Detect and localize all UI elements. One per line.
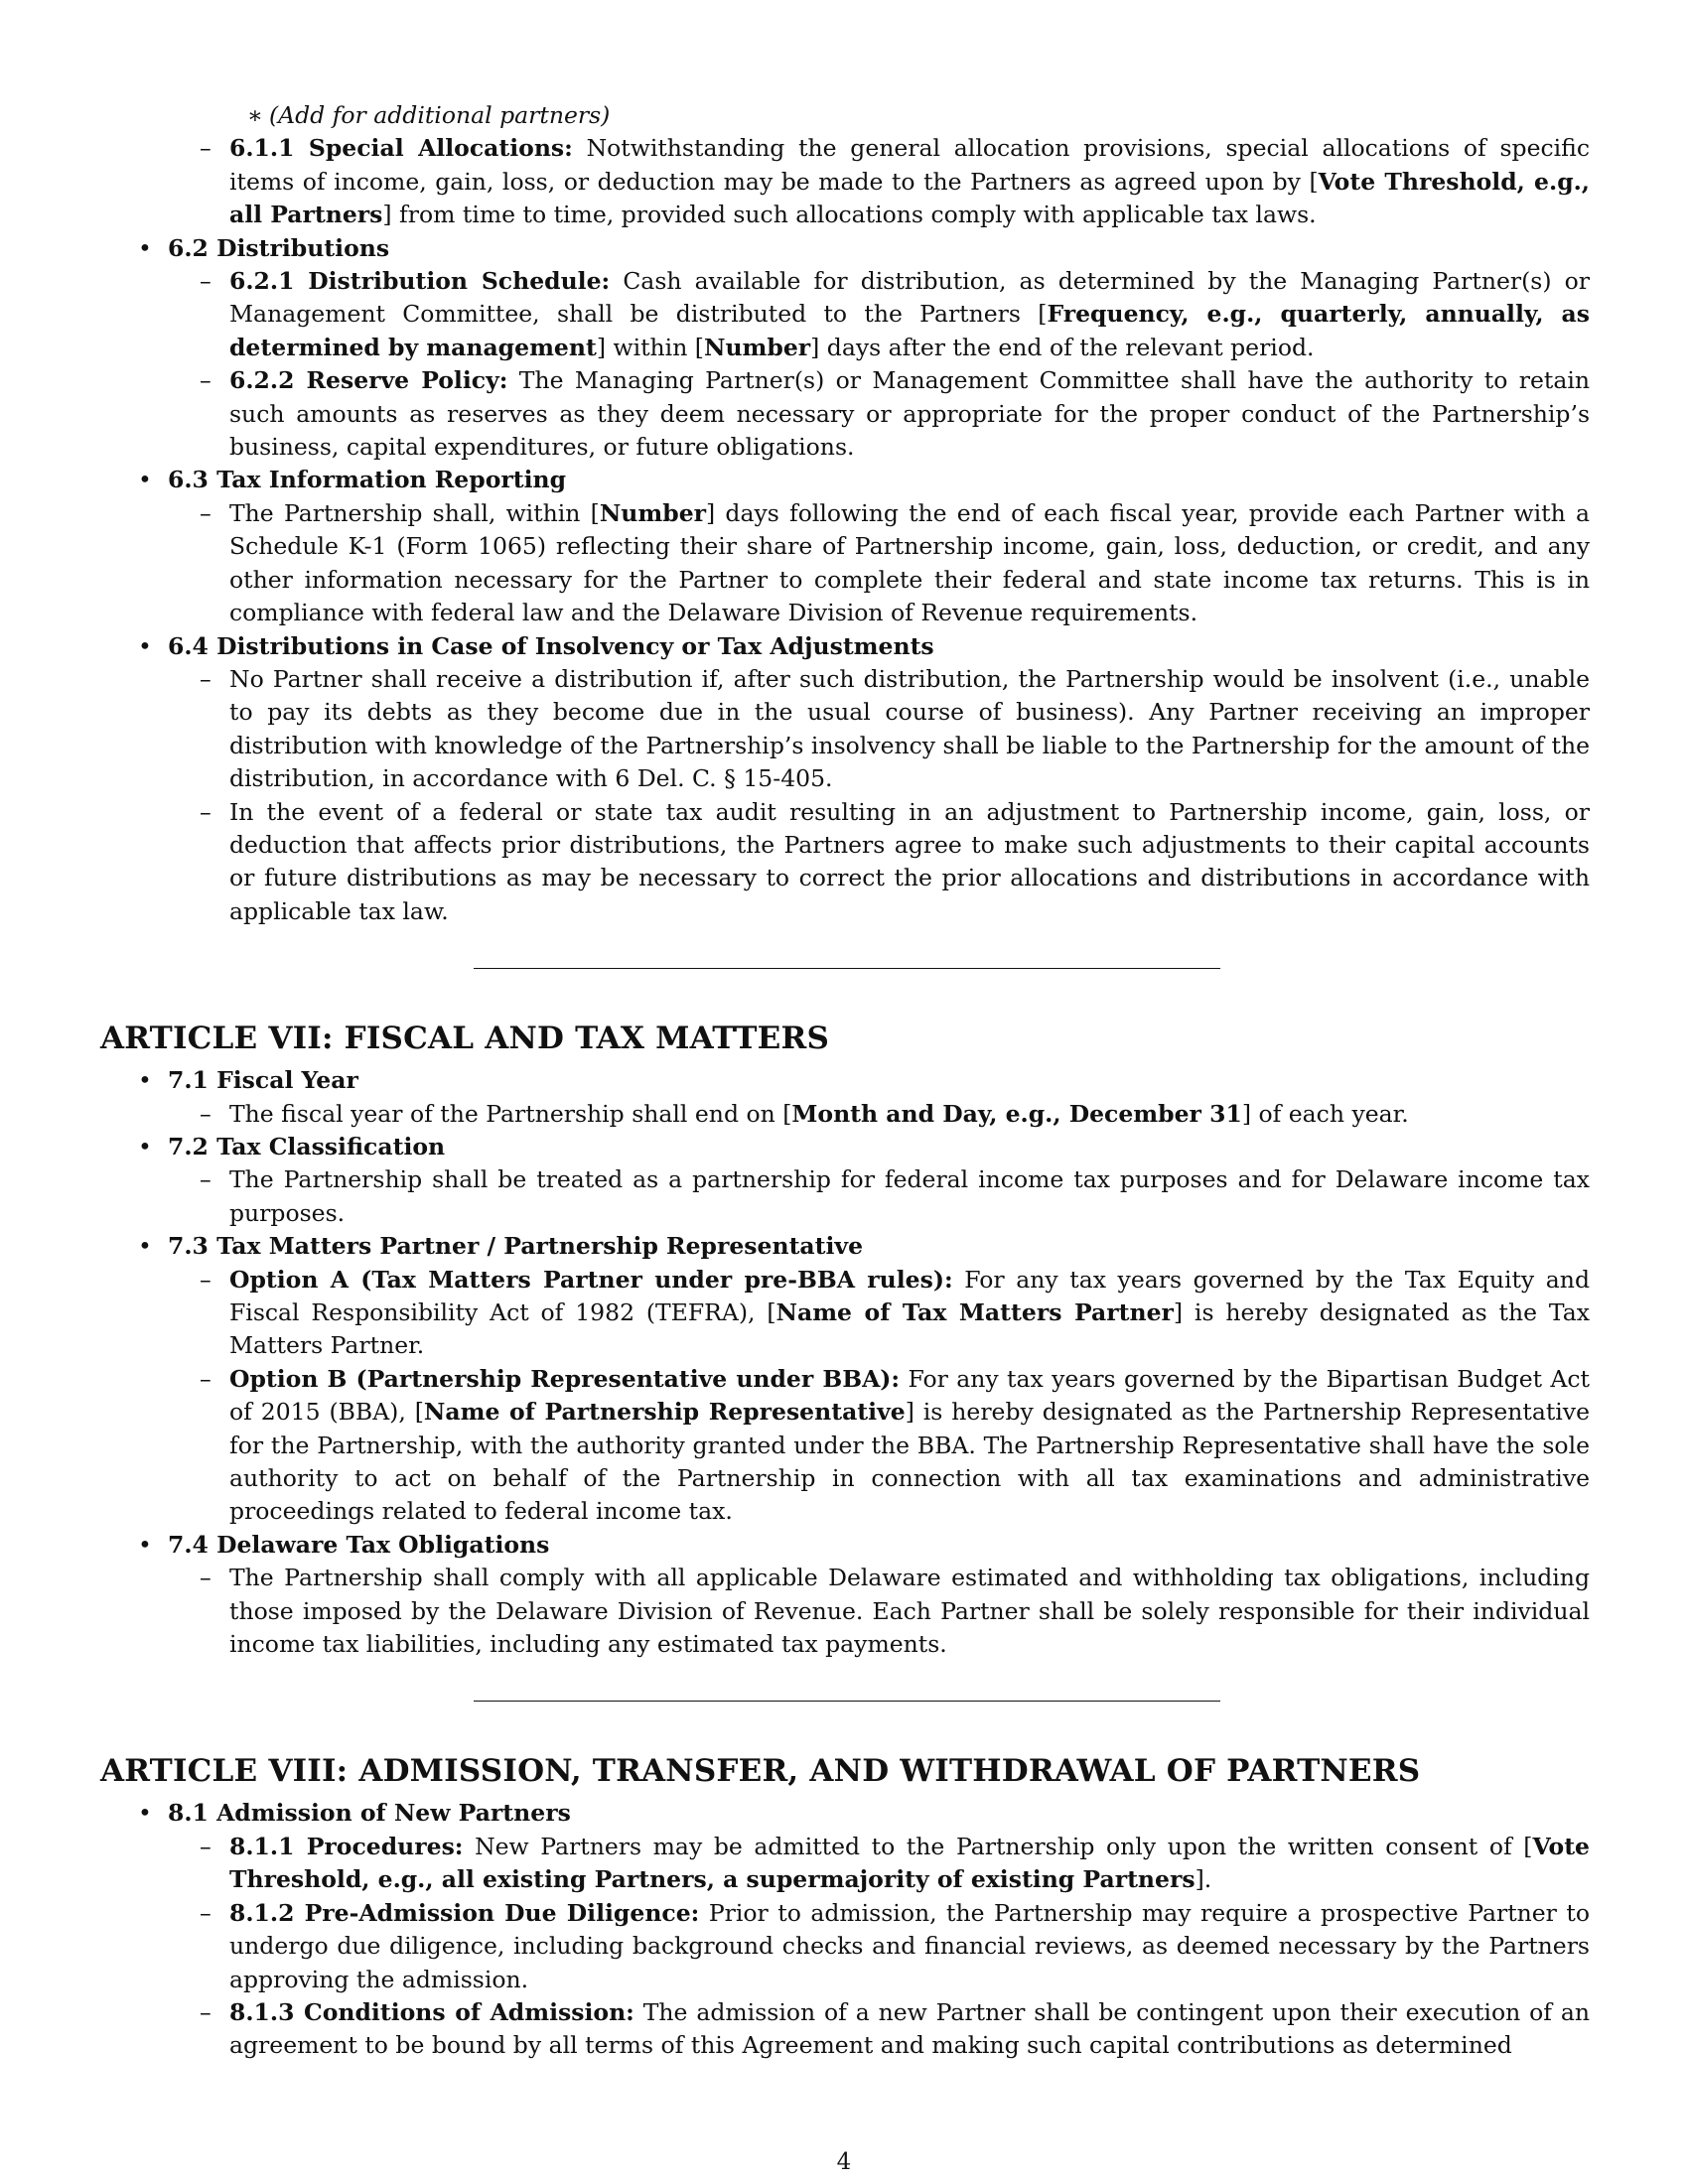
clause-heading: 6.1.1 Special Allocations: xyxy=(229,134,573,163)
section-heading: 6.3 Tax Information Reporting xyxy=(168,466,567,494)
placeholder-field: Name of Tax Matters Partner xyxy=(775,1298,1174,1326)
section-heading: 7.3 Tax Matters Partner / Partnership Representative xyxy=(168,1232,864,1261)
dash-bullet-icon: – xyxy=(200,1564,211,1592)
page-number: 4 xyxy=(836,2149,852,2175)
section-heading: 6.2 Distributions xyxy=(168,233,390,262)
dash-bullet-icon: – xyxy=(200,498,211,527)
clause-7-4: – The Partnership shall comply with all applicable Delaware estimated and withholding tax obligations, including those imposed by the Delaware Division of Revenue. Each Partner shall be solely responsible for their individual income tax liabilities, including any estimated tax payments. xyxy=(200,1564,1590,1659)
placeholder-field: Vote Threshold, e.g., all Partners xyxy=(229,167,1590,229)
dash-bullet-icon: – xyxy=(200,797,211,826)
clause-heading: 8.1.2 Pre-Admission Due Diligence: xyxy=(229,1898,700,1927)
clause-6-4-tax-audit: – In the event of a federal or state tax audit resulting in an adjustment to Partnership income, gain, loss, or deduction that affects prior distributions, the Partners agree to make such adjustments to their capital accounts or future distributions as may be necessary to correct the prior allocations and distributions in accordance with applicable tax law. xyxy=(200,797,1590,925)
placeholder-field: Name of Partnership Representative xyxy=(423,1398,906,1427)
bullet-icon: • xyxy=(138,1799,152,1828)
placeholder-field: Frequency, e.g., quarterly, annually, as determined by management xyxy=(229,300,1590,361)
article-vii-title: ARTICLE VII: FISCAL AND TAX MATTERS xyxy=(100,1021,830,1057)
dash-bullet-icon: – xyxy=(200,1364,211,1393)
bullet-icon: • xyxy=(138,1066,152,1095)
dash-bullet-icon: – xyxy=(200,1165,211,1194)
horizontal-divider xyxy=(474,968,1220,969)
placeholder-field: Month and Day, e.g., December 31 xyxy=(791,1099,1242,1128)
horizontal-divider xyxy=(474,1701,1220,1702)
asterisk-bullet-icon: ∗ xyxy=(247,101,263,129)
dash-bullet-icon: – xyxy=(200,1898,211,1927)
section-6-2 xyxy=(100,232,1590,265)
clause-7-3-option-b: – Option B (Partnership Representative under BBA): For any tax years governed by the Bipartisan Budget Act of 2015 (BBA), [Name of Partnership Representative] is hereby designated as the Partnership Representative for the Partnership, with the authority granted under the BBA. The Partnership Representative shall have the sole authority to act on behalf of the Partnership in connection with all tax examinations and administrative proceedings related to federal income tax. xyxy=(200,1364,1590,1526)
clause-7-2: – The Partnership shall be treated as a partnership for federal income tax purposes and for Delaware income tax purposes. xyxy=(200,1165,1590,1227)
section-heading: 7.4 Delaware Tax Obligations xyxy=(168,1530,550,1559)
placeholder-field: Vote Threshold, e.g., all existing Partners, a supermajority of existing Partners xyxy=(229,1832,1591,1894)
section-7-3 xyxy=(100,1230,1590,1263)
bullet-icon: • xyxy=(138,1232,152,1261)
bullet-icon: • xyxy=(138,466,152,494)
dash-bullet-icon: – xyxy=(200,664,211,693)
section-heading: 6.4 Distributions in Case of Insolvency or Tax Adjustments xyxy=(168,631,934,660)
clause-heading: 6.2.1 Distribution Schedule: xyxy=(229,267,611,296)
section-8-1 xyxy=(100,1797,1590,1830)
bullet-icon: • xyxy=(138,1132,152,1160)
list-item xyxy=(100,99,1590,132)
clause-6-4-insolvency: – No Partner shall receive a distribution if, after such distribution, the Partnership would be insolvent (i.e., unable to pay its debts as they become due in the usual course of business). Any Partner receiving an improper distribution with knowledge of the Partnership’s insolvency shall be liable to the Partnership for the amount of the distribution, in accordance with 6 Del. C. § 15-405. xyxy=(200,664,1590,793)
section-6-3 xyxy=(100,464,1590,496)
placeholder-field: Number xyxy=(599,498,707,527)
clause-8-1-2: – 8.1.2 Pre-Admission Due Diligence: Prior to admission, the Partnership may require a prospective Partner to undergo due diligence, including background checks and financial reviews, as deemed necessary by the Partners approving the admission. xyxy=(200,1898,1590,1993)
clause-6-1-1: – 6.1.1 Special Allocations: Notwithstanding the general allocation provisions, special allocations of specific items of income, gain, loss, or deduction may be made to the Partners as agreed upon by [Vote Threshold, e.g., all Partners] from time to time, provided such allocations comply with applicable tax laws. xyxy=(200,134,1590,229)
placeholder-note: (Add for additional partners) xyxy=(269,101,611,129)
section-heading: 7.2 Tax Classification xyxy=(168,1132,446,1160)
dash-bullet-icon: – xyxy=(200,1997,211,2026)
dash-bullet-icon: – xyxy=(200,1099,211,1128)
dash-bullet-icon: – xyxy=(200,267,211,296)
section-heading: 7.1 Fiscal Year xyxy=(168,1066,358,1095)
clause-heading: 6.2.2 Reserve Policy: xyxy=(229,366,508,395)
placeholder-field: Number xyxy=(703,333,811,361)
clause-7-3-option-a: – Option A (Tax Matters Partner under pre-BBA rules): For any tax years governed by the Tax Equity and Fiscal Responsibility Act of 1982 (TEFRA), [Name of Tax Matters Partner] is hereby designated as the Tax Matters Partner. xyxy=(200,1265,1590,1360)
dash-bullet-icon: – xyxy=(200,134,211,163)
clause-6-3: – The Partnership shall, within [Number] days following the end of each fiscal year, provide each Partner with a Schedule K-1 (Form 1065) reflecting their share of Partnership income, gain, loss, deduction, or credit, and any other information necessary for the Partner to complete their federal and state income tax returns. This is in compliance with federal law and the Delaware Division of Revenue requirements. xyxy=(200,498,1590,627)
section-heading: 8.1 Admission of New Partners xyxy=(168,1799,571,1828)
clause-8-1-3: – 8.1.3 Conditions of Admission: The admission of a new Partner shall be contingent upon their execution of an agreement to be bound by all terms of this Agreement and making such capital contributions as determined xyxy=(200,1997,1590,2060)
dash-bullet-icon: – xyxy=(200,1265,211,1294)
clause-heading: Option B (Partnership Representative under BBA): xyxy=(229,1364,901,1393)
section-7-4 xyxy=(100,1529,1590,1562)
clause-heading: 8.1.1 Procedures: xyxy=(229,1832,464,1860)
clause-6-2-1: – 6.2.1 Distribution Schedule: Cash available for distribution, as determined by the Managing Partner(s) or Management Committee, shall be distributed to the Partners [Frequency, e.g., quarterly, annually, as determined by management] within [Number] days after the end of the relevant period. xyxy=(200,267,1590,361)
dash-bullet-icon: – xyxy=(200,366,211,395)
section-6-4 xyxy=(100,630,1590,663)
clause-heading: 8.1.3 Conditions of Admission: xyxy=(229,1997,634,2026)
clause-6-2-2: – 6.2.2 Reserve Policy: The Managing Partner(s) or Management Committee shall have the authority to retain such amounts as reserves as they deem necessary or appropriate for the proper conduct of the Partnership’s business, capital expenditures, or future obligations. xyxy=(200,366,1590,462)
bullet-icon: • xyxy=(138,631,152,660)
dash-bullet-icon: – xyxy=(200,1832,211,1860)
section-7-2 xyxy=(100,1131,1590,1163)
clause-heading: Option A (Tax Matters Partner under pre-BBA rules): xyxy=(229,1265,953,1294)
page-content xyxy=(100,99,1590,2063)
article-viii-title: ARTICLE VIII: ADMISSION, TRANSFER, AND WITHDRAWAL OF PARTNERS xyxy=(100,1753,1421,1790)
clause-7-1: – The fiscal year of the Partnership shall end on [Month and Day, e.g., December 31] of each year. xyxy=(100,1098,1590,1131)
section-7-1 xyxy=(100,1064,1590,1097)
clause-8-1-1: – 8.1.1 Procedures: New Partners may be admitted to the Partnership only upon the written consent of [Vote Threshold, e.g., all existing Partners, a supermajority of existing Partners]. xyxy=(200,1832,1591,1894)
bullet-icon: • xyxy=(138,233,152,262)
bullet-icon: • xyxy=(138,1530,152,1559)
